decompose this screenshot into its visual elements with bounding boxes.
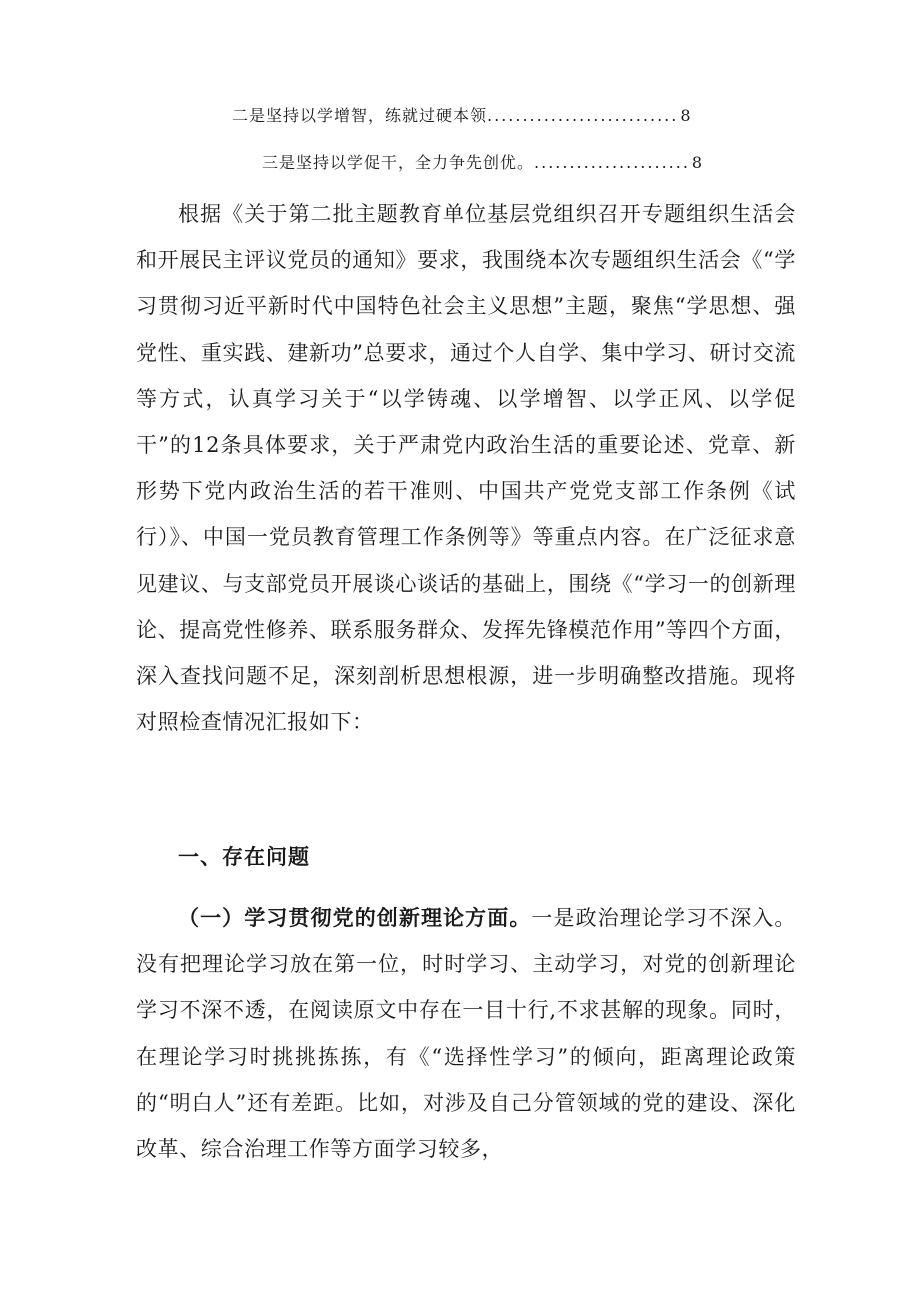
toc-entry-text: 二是坚持以学增智，练就过硬本领 bbox=[232, 106, 488, 125]
toc-page-number: 8 bbox=[680, 106, 692, 125]
toc-entry bbox=[232, 106, 692, 126]
toc-leader-dots: ........................... bbox=[487, 106, 679, 125]
section-paragraph bbox=[136, 895, 796, 1172]
section-paragraph-text: 一是政治理论学习不深入。没有把理论学习放在第一位，时时学习、主动学习，对党的创新理论学习不深不透，在阅读原文中存在一目十行,不求甚解的现象。同时，在理论学习时挑挑拣拣，有《“选择性学习”的倾向，距离理论政策的“明白人”还有差距。比如，对涉及自己分管领域的党的建设、深化改革、综合治理工作等方面学习较多， bbox=[136, 906, 796, 1162]
toc-page-number: 8 bbox=[691, 153, 704, 172]
toc-entry-text: 三是坚持以学促干，全力争先创优。 bbox=[262, 153, 535, 172]
toc-leader-dots: ...................... bbox=[534, 153, 690, 172]
toc-entry bbox=[262, 153, 703, 173]
section-subheading: （一）学习贯彻党的创新理论方面。 bbox=[178, 906, 532, 930]
section-heading: 一、存在问题 bbox=[178, 845, 310, 869]
intro-paragraph: 根据《关于第二批主题教育单位基层党组织召开专题组织生活会和开展民主评议党员的通知》要求，我围绕本次专题组织生活会《“学习贯彻习近平新时代中国特色社会主义思想”主题，聚焦“学思想、强党性、重实践、建新功”总要求，通过个人自学、集中学习、研讨交流等方式，认真学习关于“以学铸魂、以学增智、以学正风、以学促干”的12条具体要求，关于严肃党内政治生活的重要论述、党章、新形势下党内政治生活的若干准则、中国共产党党支部工作条例《试行）》、中国一党员教育管理工作条例等》等重点内容。在广泛征求意见建议、与支部党员开展谈心谈话的基础上，围绕《“学习一的创新理论、提高党性修养、联系服务群众、发挥先锋模范作用”等四个方面，深入查找问题不足，深刻剖析思想根源，进一步明确整改措施。现将对照检查情况汇报如下： bbox=[136, 202, 796, 735]
